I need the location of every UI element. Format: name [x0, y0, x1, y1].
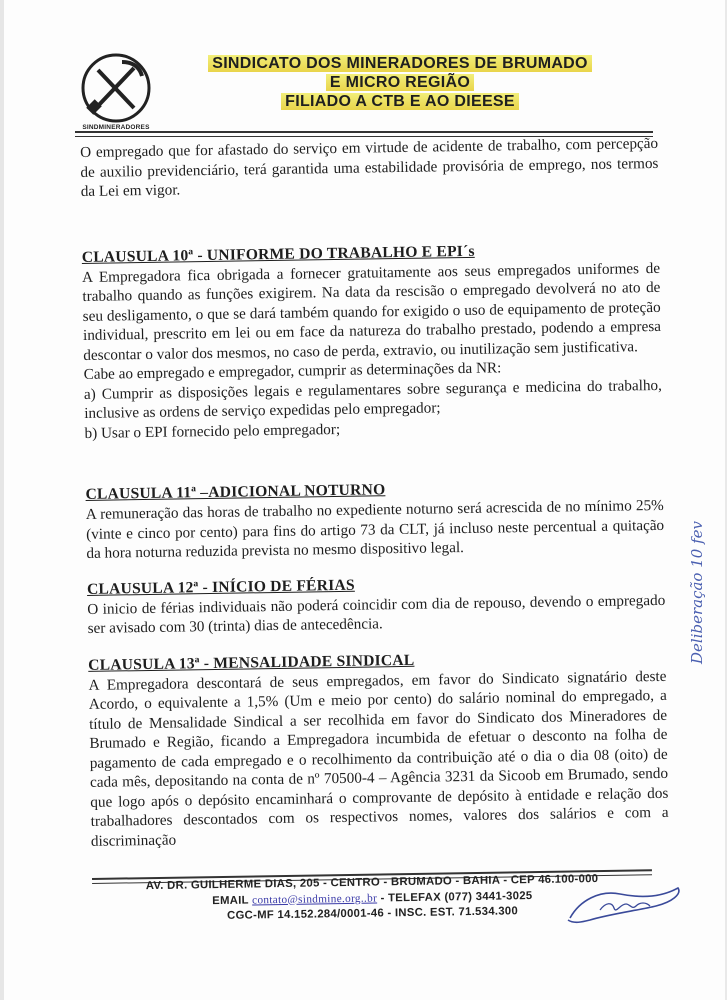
title-line-1: SINDICATO DOS MINERADORES DE BRUMADO: [150, 54, 650, 73]
title-line-2: E MICRO REGIÃO: [150, 73, 650, 92]
intro-paragraph: O empregado que for afastado do serviço em virtude de acidente de trabalho, com percepção de auxilio previdenciário, terá garantida uma estabilidade provisória de emprego, nos termos da Lei em vigor.: [80, 134, 659, 200]
clause-10-heading: CLAUSULA 10ª - UNIFORME DO TRABALHO E EPI´s: [81, 242, 475, 266]
scan-edge-left: [0, 0, 4, 1000]
clause-12-heading: CLAUSULA 12ª - INÍCIO DE FÉRIAS: [86, 576, 355, 598]
clause-10-item-b: b) Usar o EPI fornecido pelo empregador;: [84, 420, 341, 442]
clause-13-heading: CLAUSULA 13ª - MENSALIDADE SINDICAL: [88, 651, 415, 674]
footer-email-link[interactable]: contato@sindmine.org..br: [251, 892, 378, 906]
clause-11-heading: CLAUSULA 11ª –ADICIONAL NOTURNO: [85, 481, 386, 503]
clause-11-paragraph: A remuneração das horas de trabalho no expediente noturno será acrescida de no mínimo 25% (vinte e cinco por cento) para fins do artigo 73 da CLT, já incluso neste percentual a quitação da hora noturna reduzida prevista no mesmo dispositivo legal.: [85, 496, 665, 562]
handwritten-margin-note: [672, 490, 712, 690]
clause-10-paragraph: A Empregadora fica obrigada a fornecer gratuitamente aos seus empregados uniformes de trabalho quando as funções exigirem. Na data da rescisão o empregado devolverá no ato de seu desligamento, o que se dará também quando for exigido o uso de equipamento de proteção individual, prescrito em lei ou em face da natureza do trabalho prestado, podendo a empresa descontar o valor dos mesmos, no caso de perda, extravio, ou inutilização sem justificativa.: [81, 259, 662, 364]
document-body: [80, 134, 669, 851]
title-line-3: FILIADO A CTB E AO DIEESE: [150, 92, 650, 111]
clause-10-item-a: a) Cumprir as disposições legais e regulamentares sobre segurança e medicina do trabalho, inclusive as ordens de serviço expedidas pelo empregador;: [83, 376, 663, 422]
logo-label: SINDMINERADORES: [82, 124, 150, 131]
signature-icon: [560, 880, 690, 930]
letterhead-title: [150, 54, 650, 111]
footer-telefax: - TELEFAX (077) 3441-3025: [380, 889, 533, 904]
footer-email-label: EMAIL: [212, 894, 249, 907]
margin-note-text: Deliberação 10 fev: [688, 521, 706, 664]
clause-12-paragraph: O inicio de férias individuais não poderá coincidir com dia de repouso, devendo o empregado ser avisado com 30 (trinta) dias de antecedência.: [87, 591, 666, 637]
footer-cgc: CGC-MF 14.152.284/0001-46 - INSC. EST. 71.534.300: [226, 905, 519, 922]
union-logo-icon: [76, 48, 156, 130]
footer-address: AV. DR. GUILHERME DIAS, 205 - CENTRO - BRUMADO - BAHIA - CEP 46.100-000: [145, 873, 599, 893]
clause-10-nr-intro: Cabe ao empregado e empregador, cumprir as determinações da NR:: [83, 359, 502, 383]
clause-13-paragraph: A Empregadora descontará de seus empregados, em favor do Sindicato signatário deste Acordo, o equivalente a 1,5% (Um e meio por cento) do salário nominal do empregado, a título de Mensalidade Sindical a ser recolhida em favor do Sindicato dos Mineradores de Brumado e Região, ficando a Empregadora incumbida de efetuar o desconto na folha de pagamento de cada empregado e o recolhimento da contribuição até o dia o dia 08 (oito) de cada mês, depositando na conta de nº 70500-4 – Agência 3231 da Sicoob em Brumado, sendo que logo após o depósito encaminhará o comprovante de depósito à entidade e relação dos trabalhadores descontados com os respectivos nomes, valores dos salários e com a discriminação: [88, 667, 669, 850]
